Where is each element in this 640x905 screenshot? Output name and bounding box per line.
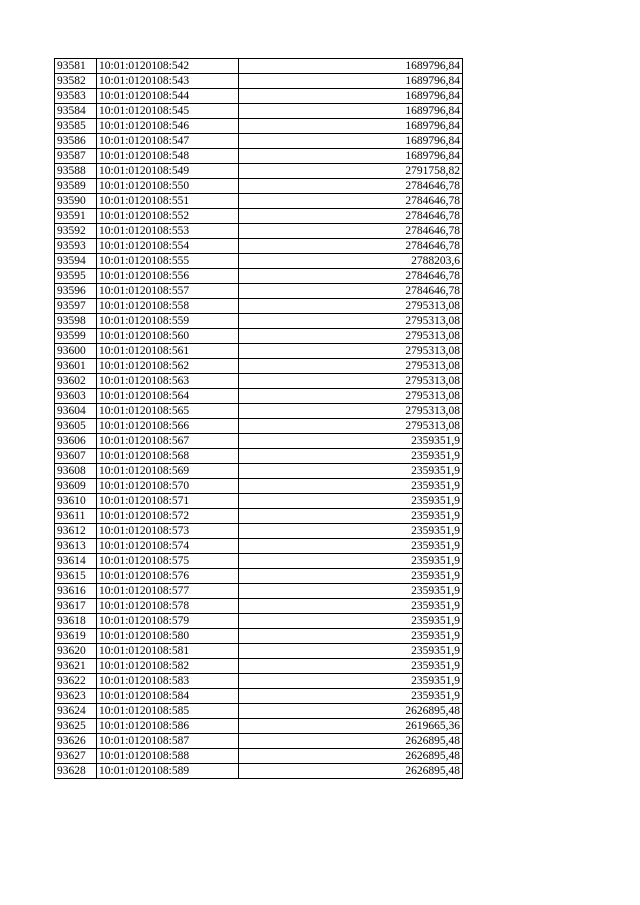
- amount-cell: 2359351,9: [239, 689, 463, 704]
- row-number-cell: 93623: [55, 689, 97, 704]
- table-row: [55, 689, 463, 704]
- row-number-cell: 93610: [55, 494, 97, 509]
- data-table: [54, 58, 463, 779]
- row-number-cell: 93615: [55, 569, 97, 584]
- amount-cell: 1689796,84: [239, 104, 463, 119]
- table-row: [55, 704, 463, 719]
- row-number-cell: 93620: [55, 644, 97, 659]
- amount-cell: 2359351,9: [239, 644, 463, 659]
- cadastral-number-cell: 10:01:0120108:588: [97, 749, 239, 764]
- row-number-cell: 93626: [55, 734, 97, 749]
- cadastral-number-cell: 10:01:0120108:583: [97, 674, 239, 689]
- cadastral-number-cell: 10:01:0120108:580: [97, 629, 239, 644]
- cadastral-number-cell: 10:01:0120108:544: [97, 89, 239, 104]
- cadastral-number-cell: 10:01:0120108:572: [97, 509, 239, 524]
- cadastral-number-cell: 10:01:0120108:589: [97, 764, 239, 779]
- row-number-cell: 93599: [55, 329, 97, 344]
- row-number-cell: 93592: [55, 224, 97, 239]
- amount-cell: 2626895,48: [239, 734, 463, 749]
- cadastral-number-cell: 10:01:0120108:577: [97, 584, 239, 599]
- cadastral-number-cell: 10:01:0120108:547: [97, 134, 239, 149]
- amount-cell: 2359351,9: [239, 674, 463, 689]
- table-row: [55, 149, 463, 164]
- row-number-cell: 93603: [55, 389, 97, 404]
- amount-cell: 2359351,9: [239, 629, 463, 644]
- cadastral-number-cell: 10:01:0120108:553: [97, 224, 239, 239]
- table-row: [55, 749, 463, 764]
- amount-cell: 2784646,78: [239, 179, 463, 194]
- row-number-cell: 93583: [55, 89, 97, 104]
- amount-cell: 2359351,9: [239, 494, 463, 509]
- row-number-cell: 93588: [55, 164, 97, 179]
- cadastral-number-cell: 10:01:0120108:561: [97, 344, 239, 359]
- cadastral-number-cell: 10:01:0120108:558: [97, 299, 239, 314]
- cadastral-number-cell: 10:01:0120108:542: [97, 59, 239, 74]
- amount-cell: 2359351,9: [239, 479, 463, 494]
- row-number-cell: 93595: [55, 269, 97, 284]
- cadastral-number-cell: 10:01:0120108:585: [97, 704, 239, 719]
- cadastral-number-cell: 10:01:0120108:554: [97, 239, 239, 254]
- amount-cell: 2359351,9: [239, 599, 463, 614]
- table-row: [55, 269, 463, 284]
- amount-cell: 1689796,84: [239, 134, 463, 149]
- table-row: [55, 464, 463, 479]
- table-row: [55, 734, 463, 749]
- row-number-cell: 93627: [55, 749, 97, 764]
- amount-cell: 1689796,84: [239, 89, 463, 104]
- amount-cell: 1689796,84: [239, 149, 463, 164]
- table-row: [55, 224, 463, 239]
- cadastral-number-cell: 10:01:0120108:559: [97, 314, 239, 329]
- table-row: [55, 299, 463, 314]
- cadastral-number-cell: 10:01:0120108:586: [97, 719, 239, 734]
- cadastral-number-cell: 10:01:0120108:582: [97, 659, 239, 674]
- amount-cell: 2359351,9: [239, 449, 463, 464]
- amount-cell: 1689796,84: [239, 59, 463, 74]
- amount-cell: 2795313,08: [239, 419, 463, 434]
- row-number-cell: 93619: [55, 629, 97, 644]
- table-row: [55, 659, 463, 674]
- amount-cell: 2359351,9: [239, 539, 463, 554]
- amount-cell: 2795313,08: [239, 314, 463, 329]
- row-number-cell: 93624: [55, 704, 97, 719]
- row-number-cell: 93596: [55, 284, 97, 299]
- table-row: [55, 344, 463, 359]
- table-row: [55, 494, 463, 509]
- cadastral-number-cell: 10:01:0120108:565: [97, 404, 239, 419]
- table-row: [55, 629, 463, 644]
- cadastral-number-cell: 10:01:0120108:566: [97, 419, 239, 434]
- row-number-cell: 93590: [55, 194, 97, 209]
- row-number-cell: 93608: [55, 464, 97, 479]
- cadastral-number-cell: 10:01:0120108:573: [97, 524, 239, 539]
- cadastral-number-cell: 10:01:0120108:556: [97, 269, 239, 284]
- cadastral-number-cell: 10:01:0120108:557: [97, 284, 239, 299]
- table-row: [55, 359, 463, 374]
- cadastral-number-cell: 10:01:0120108:563: [97, 374, 239, 389]
- table-row: [55, 404, 463, 419]
- amount-cell: 2359351,9: [239, 554, 463, 569]
- table-body: [55, 59, 463, 779]
- row-number-cell: 93589: [55, 179, 97, 194]
- amount-cell: 2784646,78: [239, 209, 463, 224]
- row-number-cell: 93582: [55, 74, 97, 89]
- table-row: [55, 239, 463, 254]
- table-row: [55, 329, 463, 344]
- cadastral-number-cell: 10:01:0120108:551: [97, 194, 239, 209]
- amount-cell: 2784646,78: [239, 269, 463, 284]
- table-row: [55, 584, 463, 599]
- amount-cell: 2359351,9: [239, 509, 463, 524]
- table-row: [55, 554, 463, 569]
- cadastral-number-cell: 10:01:0120108:581: [97, 644, 239, 659]
- row-number-cell: 93587: [55, 149, 97, 164]
- row-number-cell: 93625: [55, 719, 97, 734]
- amount-cell: 2795313,08: [239, 359, 463, 374]
- table-row: [55, 314, 463, 329]
- cadastral-number-cell: 10:01:0120108:549: [97, 164, 239, 179]
- table-row: [55, 179, 463, 194]
- amount-cell: 2359351,9: [239, 584, 463, 599]
- amount-cell: 2788203,6: [239, 254, 463, 269]
- row-number-cell: 93584: [55, 104, 97, 119]
- row-number-cell: 93628: [55, 764, 97, 779]
- cadastral-number-cell: 10:01:0120108:568: [97, 449, 239, 464]
- cadastral-number-cell: 10:01:0120108:562: [97, 359, 239, 374]
- amount-cell: 2359351,9: [239, 524, 463, 539]
- table-row: [55, 509, 463, 524]
- row-number-cell: 93611: [55, 509, 97, 524]
- table-row: [55, 569, 463, 584]
- cadastral-number-cell: 10:01:0120108:550: [97, 179, 239, 194]
- table-row: [55, 194, 463, 209]
- table-row: [55, 104, 463, 119]
- cadastral-number-cell: 10:01:0120108:578: [97, 599, 239, 614]
- row-number-cell: 93609: [55, 479, 97, 494]
- row-number-cell: 93586: [55, 134, 97, 149]
- row-number-cell: 93621: [55, 659, 97, 674]
- row-number-cell: 93605: [55, 419, 97, 434]
- row-number-cell: 93616: [55, 584, 97, 599]
- amount-cell: 2619665,36: [239, 719, 463, 734]
- cadastral-number-cell: 10:01:0120108:574: [97, 539, 239, 554]
- row-number-cell: 93618: [55, 614, 97, 629]
- table-row: [55, 134, 463, 149]
- cadastral-number-cell: 10:01:0120108:584: [97, 689, 239, 704]
- cadastral-number-cell: 10:01:0120108:546: [97, 119, 239, 134]
- row-number-cell: 93613: [55, 539, 97, 554]
- cadastral-number-cell: 10:01:0120108:579: [97, 614, 239, 629]
- row-number-cell: 93622: [55, 674, 97, 689]
- amount-cell: 2795313,08: [239, 329, 463, 344]
- cadastral-number-cell: 10:01:0120108:571: [97, 494, 239, 509]
- cadastral-number-cell: 10:01:0120108:587: [97, 734, 239, 749]
- amount-cell: 2626895,48: [239, 749, 463, 764]
- row-number-cell: 93600: [55, 344, 97, 359]
- cadastral-number-cell: 10:01:0120108:555: [97, 254, 239, 269]
- row-number-cell: 93602: [55, 374, 97, 389]
- cadastral-number-cell: 10:01:0120108:543: [97, 74, 239, 89]
- row-number-cell: 93593: [55, 239, 97, 254]
- amount-cell: 2359351,9: [239, 434, 463, 449]
- row-number-cell: 93612: [55, 524, 97, 539]
- amount-cell: 1689796,84: [239, 119, 463, 134]
- amount-cell: 2359351,9: [239, 569, 463, 584]
- amount-cell: 2359351,9: [239, 659, 463, 674]
- amount-cell: 2359351,9: [239, 614, 463, 629]
- table-row: [55, 449, 463, 464]
- table-row: [55, 599, 463, 614]
- row-number-cell: 93597: [55, 299, 97, 314]
- amount-cell: 2795313,08: [239, 389, 463, 404]
- amount-cell: 2784646,78: [239, 284, 463, 299]
- table-row: [55, 479, 463, 494]
- table-row: [55, 59, 463, 74]
- cadastral-number-cell: 10:01:0120108:548: [97, 149, 239, 164]
- cadastral-number-cell: 10:01:0120108:575: [97, 554, 239, 569]
- cadastral-number-cell: 10:01:0120108:552: [97, 209, 239, 224]
- cadastral-number-cell: 10:01:0120108:545: [97, 104, 239, 119]
- cadastral-number-cell: 10:01:0120108:576: [97, 569, 239, 584]
- amount-cell: 2784646,78: [239, 194, 463, 209]
- table-row: [55, 374, 463, 389]
- row-number-cell: 93601: [55, 359, 97, 374]
- table-row: [55, 89, 463, 104]
- amount-cell: 2784646,78: [239, 239, 463, 254]
- table-row: [55, 389, 463, 404]
- cadastral-number-cell: 10:01:0120108:567: [97, 434, 239, 449]
- table-row: [55, 764, 463, 779]
- row-number-cell: 93598: [55, 314, 97, 329]
- amount-cell: 2795313,08: [239, 344, 463, 359]
- table-row: [55, 119, 463, 134]
- row-number-cell: 93594: [55, 254, 97, 269]
- amount-cell: 2784646,78: [239, 224, 463, 239]
- cadastral-number-cell: 10:01:0120108:564: [97, 389, 239, 404]
- table-row: [55, 644, 463, 659]
- amount-cell: 2795313,08: [239, 374, 463, 389]
- table-row: [55, 674, 463, 689]
- amount-cell: 1689796,84: [239, 74, 463, 89]
- table-row: [55, 284, 463, 299]
- amount-cell: 2791758,82: [239, 164, 463, 179]
- table-row: [55, 614, 463, 629]
- amount-cell: 2795313,08: [239, 299, 463, 314]
- amount-cell: 2795313,08: [239, 404, 463, 419]
- row-number-cell: 93581: [55, 59, 97, 74]
- table-row: [55, 209, 463, 224]
- row-number-cell: 93585: [55, 119, 97, 134]
- cadastral-number-cell: 10:01:0120108:560: [97, 329, 239, 344]
- cadastral-number-cell: 10:01:0120108:569: [97, 464, 239, 479]
- row-number-cell: 93614: [55, 554, 97, 569]
- row-number-cell: 93606: [55, 434, 97, 449]
- amount-cell: 2626895,48: [239, 764, 463, 779]
- row-number-cell: 93607: [55, 449, 97, 464]
- table-row: [55, 524, 463, 539]
- table-row: [55, 254, 463, 269]
- table-row: [55, 419, 463, 434]
- table-row: [55, 74, 463, 89]
- table-row: [55, 719, 463, 734]
- amount-cell: 2626895,48: [239, 704, 463, 719]
- table-row: [55, 164, 463, 179]
- row-number-cell: 93604: [55, 404, 97, 419]
- cadastral-number-cell: 10:01:0120108:570: [97, 479, 239, 494]
- row-number-cell: 93617: [55, 599, 97, 614]
- table-row: [55, 539, 463, 554]
- amount-cell: 2359351,9: [239, 464, 463, 479]
- row-number-cell: 93591: [55, 209, 97, 224]
- table-row: [55, 434, 463, 449]
